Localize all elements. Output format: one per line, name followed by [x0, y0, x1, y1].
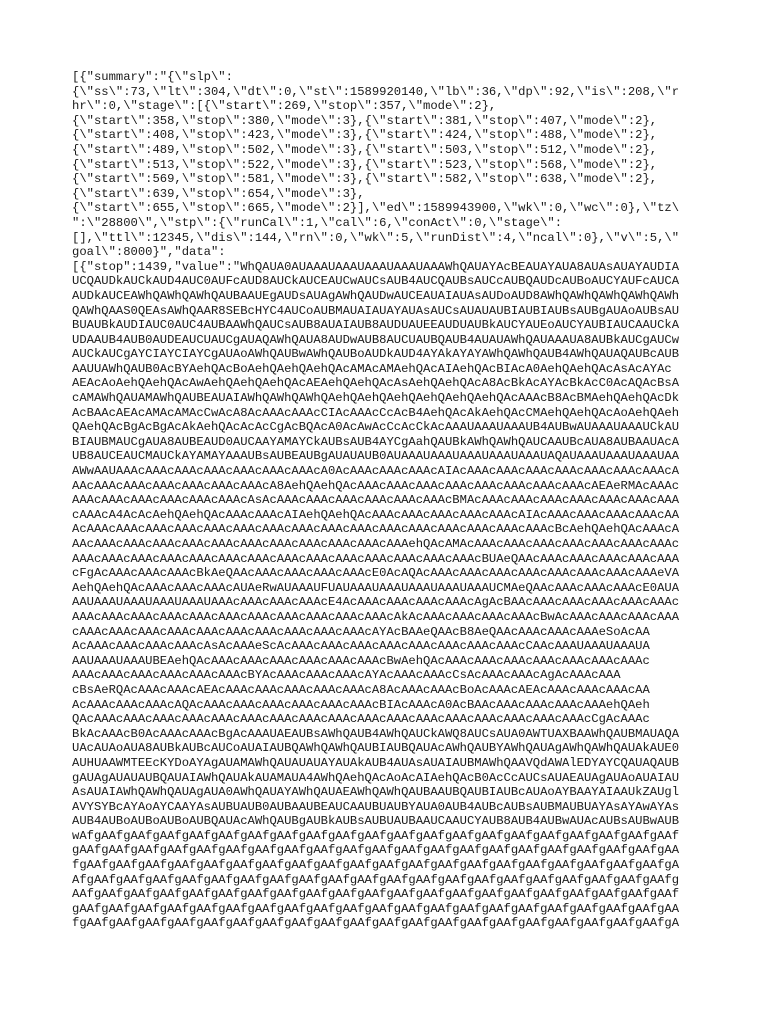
text-line: AAAcAAAcAAAcAAAcAAAcAAAcAAAcAAAcAAAcAAAcAAAcAkAcAAAcAAAcAAAcAAAcBwAcAAAcAAAcAAAcAAA: [72, 609, 680, 624]
text-line: {\"start\":358,\"stop\":380,\"mode\":3},{\"start\":381,\"stop\":407,\"mode\":2},: [72, 113, 658, 128]
text-line: QAehQAcBgAcBgAcAkAehQAcAcAcCgAcBQAcA0AcAwAcCcAcCkAcAAAUAAAUAAAUB4AUBwAUAAAUAAAUCkAU: [72, 420, 680, 435]
text-line: cBsAeRQAcAAAcAAAcAEAcAAAcAAAcAAAcAAAcAAAcA8AcAAAcAAAcBoAcAAAcAEAcAAAcAAAcAAAcAA: [72, 682, 650, 697]
text-line: cAMAWhQAUAMAWhQAUBEAUAIAWhQAWhQAWhQAehQAehQAehQAehQAehQAehQAcAAAcB8AcBMAehQAehQAcDk: [72, 391, 680, 406]
text-line: UAcAUAoAUA8AUBkAUBcAUCoAUAIAUBQAWhQAWhQAUBIAUBQAUAcAWhQAUBYAWhQAUAgAWhQAWhQAUAkAUE0: [72, 741, 680, 756]
text-line: AVYSYBcAYAoAYCAAYAsAUBUAUB0AUBAAUBEAUCAAUBUAUBYAUA0AUB4AUBcAUBsAUBMAUBUAYAsAYAwAYAs: [72, 799, 680, 814]
text-line: AUCkAUCgAYCIAYCIAYCgAUAoAWhQAUBwAWhQAUBoAUDkAUD4AYAkAYAYAWhQAWhQAUB4AWhQAUAQAUBcAUB: [72, 347, 680, 362]
text-line: AehQAehQAcAAAcAAAcAAAcAUAeRwAUAAAUFUAUAAAUAAAUAAAUAAAUAAAUCMAeQAAcAAAcAAAcAAAcE0AUA: [72, 580, 680, 595]
text-line: QAWhQAAS0QEAsAWhQAAR8SEBcHYC4AUCoAUBMAUAIAUAYAUAsAUCsAUAUAUBIAUBIAUBsAUBgAUAoAUBsAU: [72, 303, 680, 318]
text-line: gAUAgAUAUAUBQAUAIAWhQAUAkAUAMAUA4AWhQAehQAcAoAcAIAehQAcB0AcCcAUCsAUAEAUAgAUAoAUAIAU: [72, 770, 680, 785]
text-line: [{"stop":1439,"value":"WhQAUA0AUAAAUAAAUAAAUAAAUAAAWhQAUAYAcBEAUAYAUA8AUAsAUAYAUDIA: [72, 259, 680, 274]
text-line: UDAAUB4AUB0AUDEAUCUAUCgAUAQAWhQAUA8AUDwAUB8AUCUAUBQAUB4AUAUAWhQAUAAAUA8AUBkAUCgAUCw: [72, 332, 680, 347]
text-line: cAAAcA4AcAcAehQAehQAcAAAcAAAcAIAehQAehQAcAAAcAAAcAAAcAAAcAAAcAIAcAAAcAAAcAAAcAAAcAA: [72, 507, 680, 522]
text-line: gAAfgAAfgAAfgAAfgAAfgAAfgAAfgAAfgAAfgAAfgAAfgAAfgAAfgAAfgAAfgAAfgAAfgAAfgAAfgAAfgAA: [72, 843, 680, 858]
text-line: AAcAAAcAAAcAAAcAAAcAAAcAAAcA8AehQAehQAcAAAcAAAcAAAcAAAcAAAcAAAcAAAcAAAcAEAeRMAcAAAc: [72, 478, 680, 493]
text-line: {\"start\":408,\"stop\":423,\"mode\":3},{\"start\":424,\"stop\":488,\"mode\":2},: [72, 128, 658, 143]
text-line: cFgAcAAAcAAAcAAAcBkAeQAAcAAAcAAAcAAAcAAAcE0AcAQAcAAAcAAAcAAAcAAAcAAAcAAAcAAAcAAAeVA: [72, 566, 680, 581]
text-line: AAUUAWhQAUB0AcBYAehQAcBoAehQAehQAehQAcAMAcAMAehQAcAIAehQAcBIAcA0AehQAehQAcAsAcAYAc: [72, 361, 672, 376]
text-line: UCQAUDkAUCkAUD4AUC0AUFcAUD8AUCkAUCEAUCwAUCsAUB4AUCQAUBsAUCcAUBQAUDcAUBoAUCYAUFcAUCA: [72, 274, 680, 289]
text-line: AcAAAcAAAcAAAcAQAcAAAcAAAcAAAcAAAcAAAcAAAcBIAcAAAcA0AcBAAcAAAcAAAcAAAcAAAehQAeh: [72, 697, 650, 712]
text-line: ":\"28800\",\"stp\":{\"runCal\":1,\"cal\":6,\"conAct\":0,\"stage\":: [72, 215, 563, 230]
text-line: BIAUBMAUCgAUA8AUBEAUD0AUCAAYAMAYCkAUBsAUB4AYCgAahQAUBkAWhQAWhQAUCAAUBcAUA8AUBAAUAcA: [72, 434, 680, 449]
text-line: AUDkAUCEAWhQAWhQAWhQAUBAAUEgAUDsAUAgAWhQAUDwAUCEAUAIAUAsAUDoAUD8AWhQAWhQAWhQAWhQAWh: [72, 288, 680, 303]
text-line: [],\"ttl\":12345,\"dis\":144,\"rn\":0,\"wk\":5,\"runDist\":4,\"ncal\":0},\"v\":5,\": [72, 230, 680, 245]
text-line: AAAcAAAcAAAcAAAcAAAcAAAcAsAcAAAcAAAcAAAcAAAcAAAcAAAcBMAcAAAcAAAcAAAcAAAcAAAcAAAcAAA: [72, 493, 680, 508]
text-line: AAcAAAcAAAcAAAcAAAcAAAcAAAcAAAcAAAcAAAcAAAcAAAehQAcAMAcAAAcAAAcAAAcAAAcAAAcAAAcAAAc: [72, 537, 680, 551]
text-line: AAUAAAUAAAUAAAUAAAUAAAcAAAcAAAcAAAcE4AcAAAcAAAcAAAcAAAcAgAcBAAcAAAcAAAcAAAcAAAcAAAc: [72, 595, 680, 610]
text-line: wAfgAAfgAAfgAAfgAAfgAAfgAAfgAAfgAAfgAAfgAAfgAAfgAAfgAAfgAAfgAAfgAAfgAAfgAAfgAAfgAAf: [72, 828, 680, 843]
text-line: fgAAfgAAfgAAfgAAfgAAfgAAfgAAfgAAfgAAfgAAfgAAfgAAfgAAfgAAfgAAfgAAfgAAfgAAfgAAfgAAfgA: [72, 858, 680, 873]
text-line: AcBAAcAEAcAMAcAMAcCwAcA8AcAAAcAAAcCIAcAAAcCcAcB4AehQAcAkAehQAcCMAehQAehQAcAoAehQAeh: [72, 405, 680, 420]
text-line: {\"start\":569,\"stop\":581,\"mode\":3},{\"start\":582,\"stop\":638,\"mode\":2},: [72, 172, 658, 187]
text-line: AEAcAoAehQAehQAcAwAehQAehQAehQAcAEAehQAehQAcAsAehQAehQAcA8AcBkAcAYAcBkAcC0AcAQAcBsA: [72, 376, 680, 391]
text-line: cAAAcAAAcAAAcAAAcAAAcAAAcAAAcAAAcAAAcAAAcAYAcBAAeQAAcB8AeQAAcAAAcAAAcAAAeSoAcAA: [72, 624, 650, 639]
text-line: {\"start\":489,\"stop\":502,\"mode\":3},{\"start\":503,\"stop\":512,\"mode\":2},: [72, 142, 658, 157]
text-line: goal\":8000}","data":: [72, 245, 226, 260]
text-line: {\"ss\":73,\"lt\":304,\"dt\":0,\"st\":1589920140,\"lb\":36,\"dp\":92,\"is\":208,\"r: [72, 84, 680, 99]
text-line: BUAUBkAUDIAUC0AUC4AUBAAWhQAUCsAUB8AUAIAUB8AUDUAUEEAUDUAUBkAUCYAUEoAUCYAUBIAUCAAUCkA: [72, 318, 680, 333]
text-line: AcAAAcAAAcAAAcAAAcAAAcAAAcAAAcAAAcAAAcAAAcAAAcAAAcAAAcAAAcAAAcAAAcBcAehQAehQAcAAAcA: [72, 522, 680, 537]
text-line: AsAUAIAWhQAWhQAUAgAUA0AWhQAUAYAWhQAUAEAWhQAWhQAUBAAUBQAUBIAUBcAUAoAYBAAYAIAAUkZAUgl: [72, 785, 680, 800]
text-line: QAcAAAcAAAcAAAcAAAcAAAcAAAcAAAcAAAcAAAcAAAcAAAcAAAcAAAcAAAcAAAcAAAcAAAcCgAcAAAc: [72, 712, 650, 727]
json-text-block: [72, 70, 700, 931]
text-line: [{"summary":"{\"slp\":: [72, 70, 233, 84]
text-line: AWwAAUAAAcAAAcAAAcAAAcAAAcAAAcAAAcA0AcAAAcAAAcAAAcAIAcAAAcAAAcAAAcAAAcAAAcAAAcAAAcA: [72, 464, 680, 479]
text-line: UB8AUCEAUCMAUCkAYAMAYAAAUBsAUBEAUBgAUAUAUB0AUAAAUAAAUAAAUAAAUAAAUAQAUAAAUAAAUAAAUAA: [72, 449, 680, 464]
text-line: fgAAfgAAfgAAfgAAfgAAfgAAfgAAfgAAfgAAfgAAfgAAfgAAfgAAfgAAfgAAfgAAfgAAfgAAfgAAfgAAfgA: [72, 916, 680, 931]
text-line: AAAcAAAcAAAcAAAcAAAcAAAcBYAcAAAcAAAcAAAcAYAcAAAcAAAcCsAcAAAcAAAcAgAcAAAcAAA: [72, 668, 621, 683]
text-line: hr\":0,\"stage\":[{\"start\":269,\"stop\":357,\"mode\":2},: [72, 99, 497, 114]
text-line: AUHUAAWMTEEcKYDoAYAgAUAMAWhQAUAUAUAYAUAkAUB4AUAsAUAIAUBMAWhQAAVQdAWAlEDYAYCQAUAQAUB: [72, 755, 680, 770]
text-line: AfgAAfgAAfgAAfgAAfgAAfgAAfgAAfgAAfgAAfgAAfgAAfgAAfgAAfgAAfgAAfgAAfgAAfgAAfgAAfgAAfg: [72, 872, 680, 887]
text-line: {\"start\":639,\"stop\":654,\"mode\":3},: [72, 186, 365, 201]
text-line: {\"start\":655,\"stop\":665,\"mode\":2}],\"ed\":1589943900,\"wk\":0,\"wc\":0},\"tz\: [72, 201, 680, 216]
text-line: {\"start\":513,\"stop\":522,\"mode\":3},{\"start\":523,\"stop\":568,\"mode\":2},: [72, 157, 658, 172]
text-line: AcAAAcAAAcAAAcAAAcAsAcAAAeScAcAAAcAAAcAAAcAAAcAAAcAAAcAAAcAAAcCAAcAAAUAAAUAAAUA: [72, 639, 650, 654]
text-line: BkAcAAAcB0AcAAAcAAAcBgAcAAAUAEAUBsAWhQAUB4AWhQAUCkAWQ8AUCsAUA0AWTUAXBAAWhQAUBMAUAQA: [72, 726, 680, 741]
text-line: AUB4AUBoAUBoAUBoAUBQAUAcAWhQAUBgAUBkAUBsAUBUAUBAAUCAAUCYAUB8AUB4AUBwAUAcAUBsAUBwAUB: [72, 814, 680, 829]
text-line: AAfgAAfgAAfgAAfgAAfgAAfgAAfgAAfgAAfgAAfgAAfgAAfgAAfgAAfgAAfgAAfgAAfgAAfgAAfgAAfgAAf: [72, 887, 680, 902]
text-line: gAAfgAAfgAAfgAAfgAAfgAAfgAAfgAAfgAAfgAAfgAAfgAAfgAAfgAAfgAAfgAAfgAAfgAAfgAAfgAAfgAA: [72, 901, 680, 916]
text-line: AAUAAAUAAAUBEAehQAcAAAcAAAcAAAcAAAcAAAcAAAcBwAehQAcAAAcAAAcAAAcAAAcAAAcAAAcAAAc: [72, 653, 650, 668]
text-line: AAAcAAAcAAAcAAAcAAAcAAAcAAAcAAAcAAAcAAAcAAAcAAAcAAAcAAAcBUAeQAAcAAAcAAAcAAAcAAAcAAA: [72, 551, 680, 566]
